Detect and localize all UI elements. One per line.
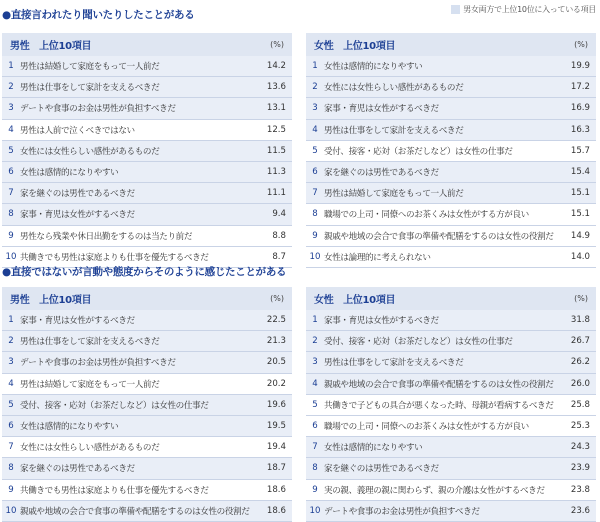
- item-text: 共働きでも男性は家庭よりも仕事を優先するべきだ: [20, 485, 209, 496]
- item-value: 16.3: [570, 124, 590, 135]
- ranking-row: [306, 416, 596, 437]
- item-value: 16.9: [570, 103, 590, 114]
- item-value: 22.5: [266, 315, 286, 326]
- ranking-row: [306, 141, 596, 162]
- item-value: 23.6: [570, 505, 590, 516]
- item-text: 女性には女性らしい感性があるものだ: [20, 146, 160, 157]
- ranking-row: [306, 310, 596, 331]
- rank-number: 4: [312, 124, 318, 135]
- ranking-row: [2, 352, 292, 373]
- item-text: 女性は感情的になりやすい: [324, 62, 423, 73]
- ranking-row: [2, 120, 292, 141]
- item-value: 11.1: [266, 188, 286, 199]
- rank-number: 6: [312, 421, 318, 432]
- ranking-row: [306, 458, 596, 479]
- item-text: 男性は人前で泣くべきではない: [20, 125, 135, 136]
- item-value: 18.7: [266, 463, 286, 474]
- ranking-row: [2, 374, 292, 395]
- ranking-list: [306, 56, 596, 268]
- ranking-row: [306, 374, 596, 395]
- item-value: 17.2: [570, 82, 590, 93]
- item-value: 9.4: [272, 209, 286, 220]
- ranking-row: [2, 98, 292, 119]
- rank-number: 3: [8, 103, 14, 114]
- rank-number: 10: [5, 251, 17, 262]
- ranking-row: [2, 331, 292, 352]
- item-value: 11.3: [266, 167, 286, 178]
- item-value: 19.6: [266, 399, 286, 410]
- rank-number: 3: [312, 357, 318, 368]
- rank-number: 1: [8, 61, 14, 72]
- panel-header: [306, 33, 596, 56]
- item-value: 26.2: [570, 357, 590, 368]
- rank-number: 1: [8, 315, 14, 326]
- item-value: 18.6: [266, 505, 286, 516]
- legend: [451, 4, 596, 15]
- unit-label: (%): [270, 294, 284, 303]
- rank-number: 1: [312, 315, 318, 326]
- legend-swatch: [451, 5, 460, 14]
- item-text: 親戚や地域の会合で食事の準備や配膳をするのは女性の役割だ: [20, 506, 250, 517]
- item-value: 31.8: [570, 315, 590, 326]
- item-value: 23.9: [570, 463, 590, 474]
- rank-number: 7: [8, 188, 14, 199]
- legend-text: 男女両方で上位10位に入っている項目: [463, 5, 596, 14]
- item-value: 8.7: [272, 251, 286, 262]
- ranking-row: [2, 141, 292, 162]
- panel-heading: 男性 上位10項目: [10, 41, 92, 52]
- rank-number: 9: [312, 484, 318, 495]
- rank-number: 3: [8, 357, 14, 368]
- rank-number: 5: [8, 399, 14, 410]
- rank-number: 4: [8, 378, 14, 389]
- panel-header: [306, 287, 596, 310]
- item-text: 家事・育児は女性がするべきだ: [20, 316, 135, 327]
- item-text: 受付、接客・応対（お茶だしなど）は女性の仕事だ: [324, 337, 513, 348]
- item-text: デートや食事のお金は男性が負担すべきだ: [20, 358, 176, 369]
- item-text: デートや食事のお金は男性が負担すべきだ: [20, 104, 176, 115]
- rank-number: 9: [8, 230, 14, 241]
- rank-number: 6: [312, 167, 318, 178]
- rank-number: 7: [312, 442, 318, 453]
- item-value: 19.5: [266, 421, 286, 432]
- ranking-row: [2, 226, 292, 247]
- item-value: 14.2: [266, 61, 286, 72]
- ranking-row: [2, 395, 292, 416]
- item-value: 24.3: [570, 442, 590, 453]
- ranking-row: [2, 56, 292, 77]
- rank-number: 5: [312, 145, 318, 156]
- ranking-row: [306, 204, 596, 225]
- item-value: 13.6: [266, 82, 286, 93]
- ranking-row: [2, 458, 292, 479]
- item-text: 親戚や地域の会合で食事の準備や配膳をするのは女性の役割だ: [324, 379, 554, 390]
- rank-number: 8: [8, 209, 14, 220]
- item-text: 女性には女性らしい感性があるものだ: [324, 83, 464, 94]
- rank-number: 7: [8, 442, 14, 453]
- rank-number: 1: [312, 61, 318, 72]
- section1-female-panel: [306, 33, 596, 268]
- item-text: 男性は仕事をして家計を支えるべきだ: [324, 125, 464, 136]
- rank-number: 9: [8, 484, 14, 495]
- rank-number: 10: [309, 251, 321, 262]
- panel-heading: 男性 上位10項目: [10, 295, 92, 306]
- ranking-row: [2, 437, 292, 458]
- item-value: 19.4: [266, 442, 286, 453]
- ranking-row: [2, 162, 292, 183]
- item-value: 26.7: [570, 336, 590, 347]
- panel-header: [2, 33, 292, 56]
- rank-number: 8: [312, 463, 318, 474]
- item-text: 家事・育児は女性がするべきだ: [20, 210, 135, 221]
- rank-number: 7: [312, 188, 318, 199]
- item-text: 受付、接客・応対（お茶だしなど）は女性の仕事だ: [20, 400, 209, 411]
- item-value: 21.3: [266, 336, 286, 347]
- ranking-row: [306, 437, 596, 458]
- item-text: 家事・育児は女性がするべきだ: [324, 104, 439, 115]
- item-text: 女性は感情的になりやすい: [324, 443, 423, 454]
- ranking-row: [306, 331, 596, 352]
- item-text: 共働きで子どもの具合が悪くなった時、母親が看病するべきだ: [324, 400, 554, 411]
- item-value: 23.8: [570, 484, 590, 495]
- ranking-row: [306, 56, 596, 77]
- item-text: 女性は感情的になりやすい: [20, 168, 119, 179]
- ranking-row: [306, 162, 596, 183]
- ranking-row: [306, 98, 596, 119]
- item-text: 男性なら残業や休日出勤をするのは当たり前だ: [20, 231, 193, 242]
- item-text: 家事・育児は女性がするべきだ: [324, 316, 439, 327]
- item-text: 家を継ぐのは男性であるべきだ: [20, 464, 135, 475]
- item-text: 女性は論理的に考えられない: [324, 252, 431, 263]
- rank-number: 9: [312, 230, 318, 241]
- item-text: 女性には女性らしい感性があるものだ: [20, 443, 160, 454]
- ranking-row: [2, 416, 292, 437]
- ranking-row: [306, 226, 596, 247]
- item-text: 男性は仕事をして家計を支えるべきだ: [20, 83, 160, 94]
- rank-number: 6: [8, 421, 14, 432]
- item-text: 家を継ぐのは男性であるべきだ: [324, 168, 439, 179]
- unit-label: (%): [574, 294, 588, 303]
- item-value: 20.5: [266, 357, 286, 368]
- item-text: 実の親、義理の親に関わらず、親の介護は女性がするべきだ: [324, 485, 545, 496]
- item-value: 15.7: [570, 145, 590, 156]
- item-value: 14.9: [570, 230, 590, 241]
- rank-number: 8: [312, 209, 318, 220]
- item-value: 25.8: [570, 399, 590, 410]
- item-value: 19.9: [570, 61, 590, 72]
- rank-number: 2: [8, 336, 14, 347]
- item-value: 25.3: [570, 421, 590, 432]
- section2-female-panel: [306, 287, 596, 522]
- item-text: 男性は結婚して家庭をもって一人前だ: [20, 62, 160, 73]
- rank-number: 2: [312, 336, 318, 347]
- rank-number: 4: [8, 124, 14, 135]
- item-value: 15.1: [570, 209, 590, 220]
- item-text: 男性は結婚して家庭をもって一人前だ: [324, 189, 464, 200]
- rank-number: 6: [8, 167, 14, 178]
- ranking-row: [306, 247, 596, 268]
- rank-number: 10: [309, 505, 321, 516]
- item-value: 12.5: [266, 124, 286, 135]
- ranking-row: [2, 77, 292, 98]
- ranking-row: [306, 183, 596, 204]
- item-value: 15.1: [570, 188, 590, 199]
- section2-male-panel: [2, 287, 292, 522]
- panel-heading: 女性 上位10項目: [314, 41, 396, 52]
- item-text: デートや食事のお金は男性が負担すべきだ: [324, 506, 480, 517]
- item-text: 男性は仕事をして家計を支えるべきだ: [324, 358, 464, 369]
- section2-title: ●直接ではないが言動や態度からそのように感じたことがある: [2, 266, 287, 278]
- item-text: 女性は感情的になりやすい: [20, 422, 119, 433]
- item-value: 13.1: [266, 103, 286, 114]
- ranking-row: [306, 352, 596, 373]
- ranking-row: [306, 395, 596, 416]
- item-text: 家を継ぐのは男性であるべきだ: [324, 464, 439, 475]
- ranking-row: [306, 77, 596, 98]
- ranking-list: [2, 56, 292, 268]
- item-text: 職場での上司・同僚へのお茶くみは女性がする方が良い: [324, 422, 529, 433]
- item-value: 20.2: [266, 378, 286, 389]
- panel-header: [2, 287, 292, 310]
- ranking-row: [2, 310, 292, 331]
- item-text: 親戚や地域の会合で食事の準備や配膳をするのは女性の役割だ: [324, 231, 554, 242]
- item-value: 15.4: [570, 167, 590, 178]
- ranking-row: [306, 501, 596, 522]
- section1-title: ●直接言われたり聞いたりしたことがある: [2, 9, 195, 21]
- item-value: 11.5: [266, 145, 286, 156]
- item-text: 共働きでも男性は家庭よりも仕事を優先するべきだ: [20, 252, 209, 263]
- ranking-row: [2, 204, 292, 225]
- rank-number: 5: [8, 145, 14, 156]
- ranking-row: [2, 183, 292, 204]
- rank-number: 2: [8, 82, 14, 93]
- rank-number: 4: [312, 378, 318, 389]
- ranking-list: [306, 310, 596, 522]
- ranking-row: [2, 501, 292, 522]
- item-value: 14.0: [570, 251, 590, 262]
- unit-label: (%): [574, 40, 588, 49]
- ranking-list: [2, 310, 292, 522]
- item-text: 職場での上司・同僚へのお茶くみは女性がする方が良い: [324, 210, 529, 221]
- unit-label: (%): [270, 40, 284, 49]
- item-text: 男性は仕事をして家計を支えるべきだ: [20, 337, 160, 348]
- panel-heading: 女性 上位10項目: [314, 295, 396, 306]
- rank-number: 3: [312, 103, 318, 114]
- rank-number: 2: [312, 82, 318, 93]
- item-value: 26.0: [570, 378, 590, 389]
- rank-number: 8: [8, 463, 14, 474]
- item-text: 男性は結婚して家庭をもって一人前だ: [20, 379, 160, 390]
- ranking-row: [306, 120, 596, 141]
- item-text: 受付、接客・応対（お茶だしなど）は女性の仕事だ: [324, 146, 513, 157]
- rank-number: 10: [5, 505, 17, 516]
- item-value: 8.8: [272, 230, 286, 241]
- item-value: 18.6: [266, 484, 286, 495]
- ranking-row: [2, 480, 292, 501]
- item-text: 家を継ぐのは男性であるべきだ: [20, 189, 135, 200]
- rank-number: 5: [312, 399, 318, 410]
- section1-male-panel: [2, 33, 292, 268]
- ranking-row: [306, 480, 596, 501]
